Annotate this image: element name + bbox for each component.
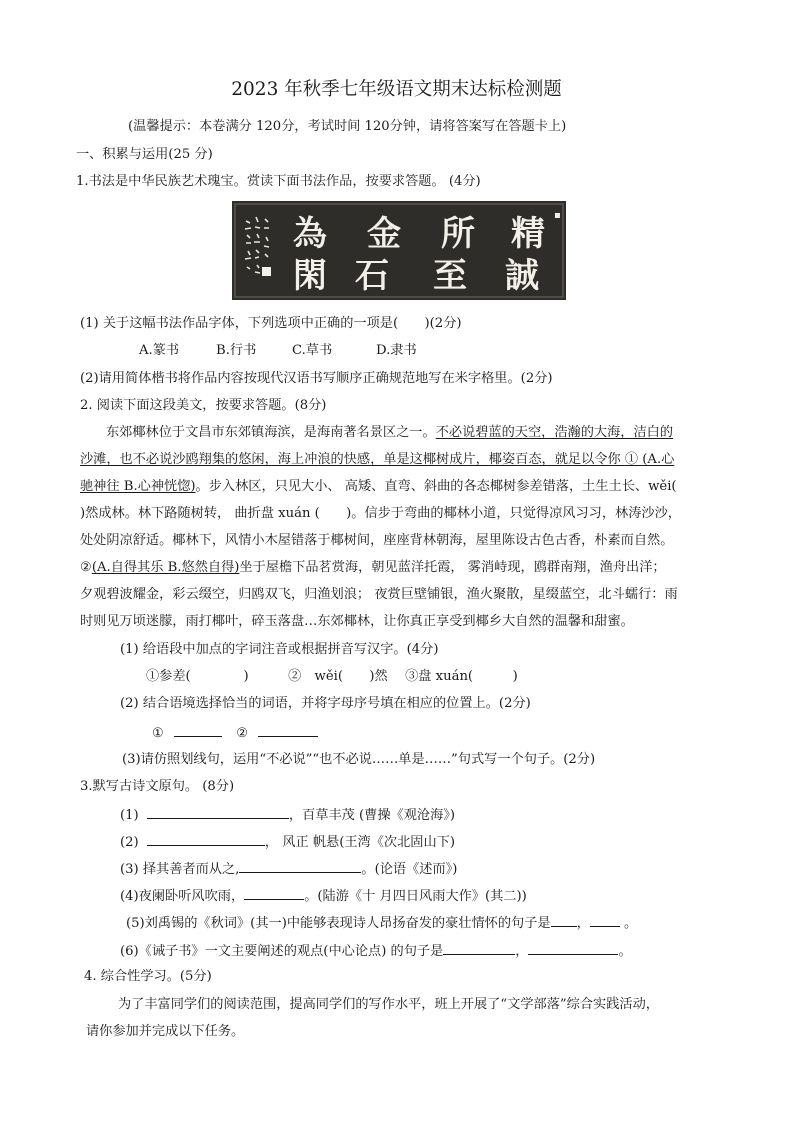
passage-line-7: 夕观碧波耀金，彩云缀空，归鸥双飞，归渔划浪； 夜赏巨壁铺银，渔火聚散，星缀蓝空，北斗蠕行：雨 [80,587,678,602]
recite-text: 。 [619,916,638,931]
question-2-sub-2: (2) 结合语境选择恰当的词语，并将字母序号填在相应的位置上。(2分) [120,696,531,711]
recite-text: 。 [618,944,632,959]
question-3-stem: 3.默写古诗文原句。 (8分) [80,779,235,794]
recite-text: (5)刘禹锡的《秋词》(其一)中能够表现诗人昂扬奋发的豪壮情怀的句子是 [126,916,551,931]
passage-line-8: 时则见万顷迷朦，雨打椰叶，碎玉落盘…东郊椰林，让你真正享受到椰乡大自然的温馨和甜蜜。 [80,614,634,629]
recite-text: ， [515,944,529,959]
calligraphy-char-3: 所 [441,214,475,254]
question-1-stem: 1.书法是中华民族艺术瑰宝。赏读下面书法作品，按要求答题。 (4分) [76,174,481,189]
choice-blank-1: ① (A.心 [624,452,675,467]
recite-text: (6)《诫子书》一文主要阐述的观点(中心论点) 的句子是 [120,944,444,959]
question-2-stem: 2. 阅读下面这段美文，按要求答题。(8分) [80,398,327,413]
recite-number: (2) [120,835,139,850]
recite-line-3 [120,859,457,879]
underlined-sentence: 不必说碧蓝的天空，浩瀚的大海，洁白的 [435,425,674,440]
blank-marker-2: ② [236,726,249,741]
recite-text: ， 风正 帆悬(王湾《次北固山下) [264,835,456,850]
answer-blank[interactable] [147,805,289,819]
recite-number: (1) [120,808,139,823]
answer-blank[interactable] [551,913,577,927]
calligraphy-char-4: 精 [511,214,545,254]
calligraphy-char-2: 金 [367,214,401,254]
calligraphy-artwork [232,201,566,300]
answer-blank[interactable] [590,913,620,927]
option-b: B.行书 [216,343,257,358]
answer-blank[interactable] [244,886,304,900]
recite-text: 。(论语《述而》) [361,862,458,877]
choice-blank-2-marker: ② [80,560,92,575]
choice-blank-1-options: 驰神往 B.心神恍惚) [80,479,196,494]
question-1-sub-2: (2)请用简体楷书将作品内容按现代汉语书写顺序正确规范地写在米字格里。(2分) [80,371,553,386]
recite-line-2 [120,832,455,852]
answer-blank[interactable] [258,723,318,737]
passage-line-4: )然成林。林下路随树转， 曲折盘 xuán ( )。信步于弯曲的椰林小道，只觉得凉风习习，林涛沙沙， [80,506,681,521]
recite-line-5 [126,913,637,933]
passage-line-3 [80,478,677,496]
blank-marker-1: ① [152,726,164,741]
option-c: C.草书 [292,343,333,358]
calligraphy-char-5: 閑 [293,256,327,296]
passage-line-2 [80,451,674,469]
question-2-sub-1: (1) 给语段中加点的字词注音或根据拼音写汉字。(4分) [120,642,439,657]
answer-blank[interactable] [174,723,222,737]
recite-line-6 [120,941,632,961]
passage-line-5: 处处阴凉舒适。椰林下，风情小木屋错落于椰树间，座座背林朝海，屋里陈设古色古香，朴素而自然。 [80,533,674,548]
passage-text: 东郊椰林位于文昌市东郊镇海滨，是海南著名景区之一。 [106,425,436,440]
question-4-paragraph-line-2: 请你参加并完成以下任务。 [86,1024,245,1039]
question-2-sub-1-items: ①参差( ) ② wěi( )然 ③盘 xuán( ) [146,669,518,684]
calligraphy-seal-stamp [262,267,271,276]
calligraphy-char-7: 至 [433,256,467,296]
recite-line-4 [120,886,527,906]
answer-blank[interactable] [528,941,618,955]
option-a: A.篆书 [139,343,180,358]
option-d: D.隶书 [376,343,417,358]
recite-line-1 [120,805,455,825]
underlined-sentence: 沙滩，也不必说沙鸥翔集的悠闲，海上冲浪的快感，单是这椰树成片，椰姿百态，就足以令你 [80,452,625,467]
recite-text: ， [576,916,590,931]
calligraphy-char-6: 石 [355,256,389,296]
choice-blank-2-options: (A.自得其乐 B.悠然自得) [91,560,240,575]
recite-text: (3) 择其善者而从之, [120,862,240,877]
passage-line-1 [106,424,673,442]
question-2-sub-3: (3)请仿照划线句，运用“不必说”“也不必说……单是……”句式写一个句子。(2分) [122,752,596,767]
question-4-stem: 4. 综合性学习。(5分) [84,969,212,984]
recite-text: ，百草丰茂 (曹操《观沧海》) [288,808,456,823]
exam-notice: (温馨提示：本卷满分 120分，考试时间 120分钟，请将答案写在答题卡上) [128,119,567,134]
section-heading-1: 一、积累与运用(25 分) [76,147,213,162]
calligraphy-seal-mark: ▪ [554,210,561,221]
passage-text: 坐于屋檐下品茗赏海，朝见蓝洋托霞， 雾消峙现，鸥群南翔，渔舟出洋； [239,560,666,575]
question-2-sub-2-blanks [152,723,318,743]
answer-blank[interactable] [239,859,361,873]
calligraphy-char-8: 誠 [505,256,539,296]
recite-text: 。(陆游《十 月四日风雨大作》(其二)) [304,889,527,904]
answer-blank[interactable] [147,832,265,846]
calligraphy-char-1: 為 [293,214,327,254]
page-title: 2023 年秋季七年级语文期末达标检测题 [231,79,562,100]
question-1-sub-1: (1) 关于这幅书法作品字体，下列选项中正确的一项是( )(2分) [80,316,462,331]
recite-text: (4)夜阑卧听风吹雨， [120,889,245,904]
passage-text: 。步入林区，只见大小、 高矮、直弯、斜曲的各态椰树参差错落，土生土长、wěi( [195,479,677,494]
question-4-paragraph-line-1: 为了丰富同学们的阅读范围，提高同学们的写作水平，班上开展了“文学部落”综合实践活动， [118,997,659,1012]
answer-blank[interactable] [443,941,515,955]
passage-line-6 [80,559,666,577]
